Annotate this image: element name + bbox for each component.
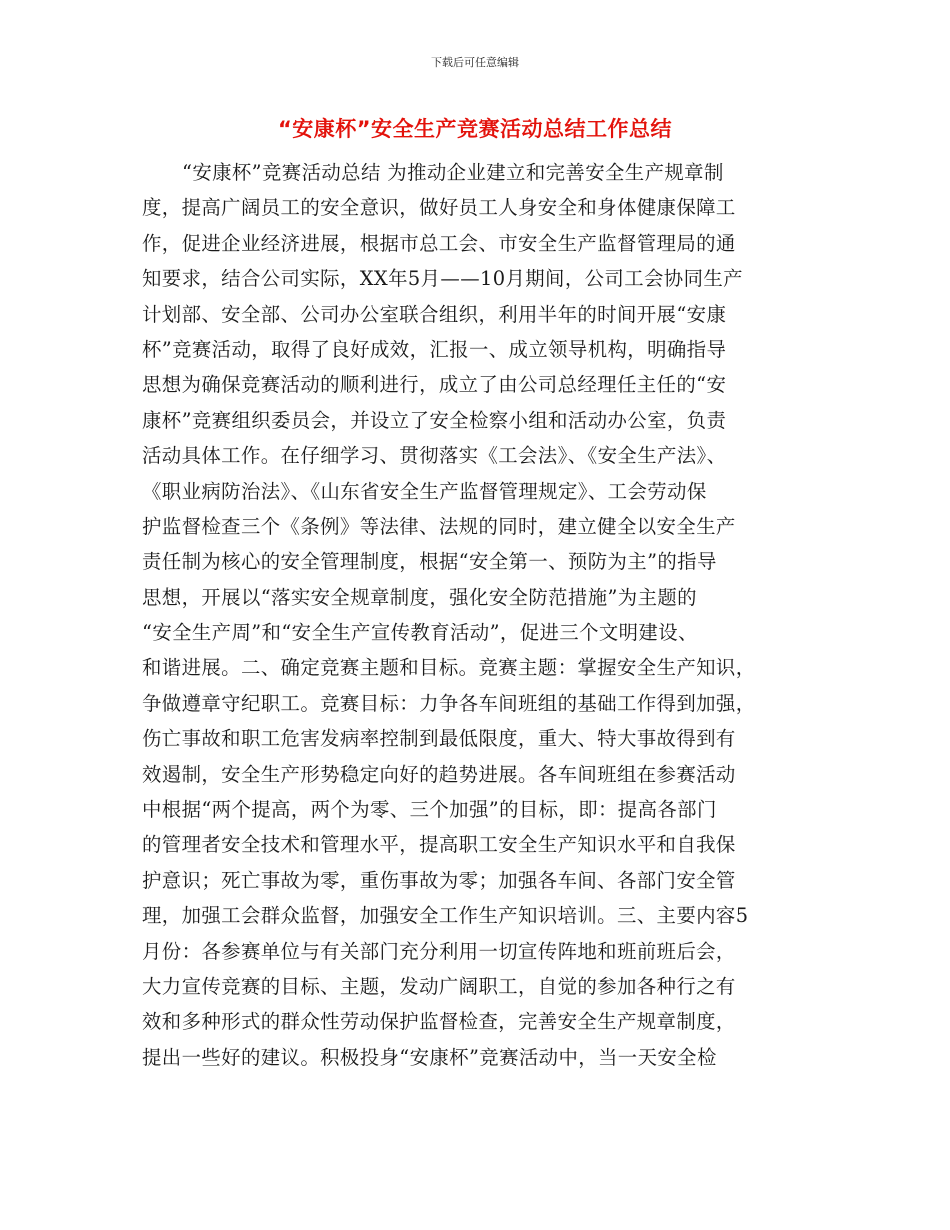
body-line: 责任制为核心的安全管理制度，根据“安全第一、预防为主”的指导	[142, 550, 717, 574]
body-line: 提出一些好的建议。积极投身“安康杯”竞赛活动中，当一天安全检	[142, 1045, 717, 1069]
body-line: 中根据“两个提高，两个为零、三个加强”的目标，即：提高各部门	[142, 798, 717, 822]
body-line: 护意识；死亡事故为零，重伤事故为零；加强各车间、各部门安全管	[142, 868, 736, 892]
body-line: 康杯”竞赛组织委员会，并设立了安全检察小组和活动办公室，负责	[142, 408, 727, 432]
document-title: “安康杯”安全生产竞赛活动总结工作总结	[277, 117, 673, 141]
body-line: 月份：各参赛单位与有关部门充分利用一切宣传阵地和班前班后会，	[142, 939, 736, 963]
body-line: 和谐进展。二、确定竞赛主题和目标。竞赛主题：掌握安全生产知识，	[142, 656, 756, 680]
body-line: “安康杯”竞赛活动总结 为推动企业建立和完善安全生产规章制	[182, 161, 724, 184]
body-line: 效遏制，安全生产形势稳定向好的趋势进展。各车间班组在参赛活动	[142, 762, 736, 786]
body-line: 思想为确保竞赛活动的顺利进行，成立了由公司总经理任主任的“安	[142, 373, 727, 397]
body-line: 计划部、安全部、公司办公室联合组织，利用半年的时间开展“安康	[142, 302, 727, 326]
body-paragraph	[142, 155, 808, 1075]
header-note: 下载后可任意编辑	[431, 56, 519, 69]
body-line: 的管理者安全技术和管理水平，提高职工安全生产知识水平和自我保	[142, 833, 736, 857]
body-line: 效和多种形式的群众性劳动保护监督检查，完善安全生产规章制度，	[142, 1010, 736, 1034]
body-line: 知要求，结合公司实际，XX年5月——10月期间，公司工会协同生产	[142, 267, 743, 291]
body-line: 争做遵章守纪职工。竞赛目标：力争各车间班组的基础工作得到加强，	[142, 691, 756, 715]
body-line: 大力宣传竞赛的目标、主题，发动广阔职工，自觉的参加各种行之有	[142, 974, 736, 998]
body-line: 《职业病防治法》、《山东省安全生产监督管理规定》、工会劳动保	[142, 479, 707, 503]
body-line: 理，加强工会群众监督，加强安全工作生产知识培训。三、主要内容5	[142, 904, 749, 928]
body-line: 杯”竞赛活动，取得了良好成效，汇报一、成立领导机构，明确指导	[142, 337, 727, 361]
body-line: “安全生产周”和“安全生产宣传教育活动”，促进三个文明建设、	[142, 621, 698, 645]
body-line: 伤亡事故和职工危害发病率控制到最低限度，重大、特大事故得到有	[142, 727, 736, 751]
body-line: 活动具体工作。在仔细学习、贯彻落实《工会法》、《安全生产法》、	[142, 444, 727, 468]
body-line: 作，促进企业经济进展，根据市总工会、市安全生产监督管理局的通	[142, 231, 736, 255]
body-line: 度，提高广阔员工的安全意识，做好员工人身安全和身体健康保障工	[142, 196, 736, 220]
body-line: 护监督检查三个《条例》等法律、法规的同时，建立健全以安全生产	[142, 514, 736, 538]
body-line: 思想，开展以“落实安全规章制度，强化安全防范措施”为主题的	[142, 585, 697, 609]
